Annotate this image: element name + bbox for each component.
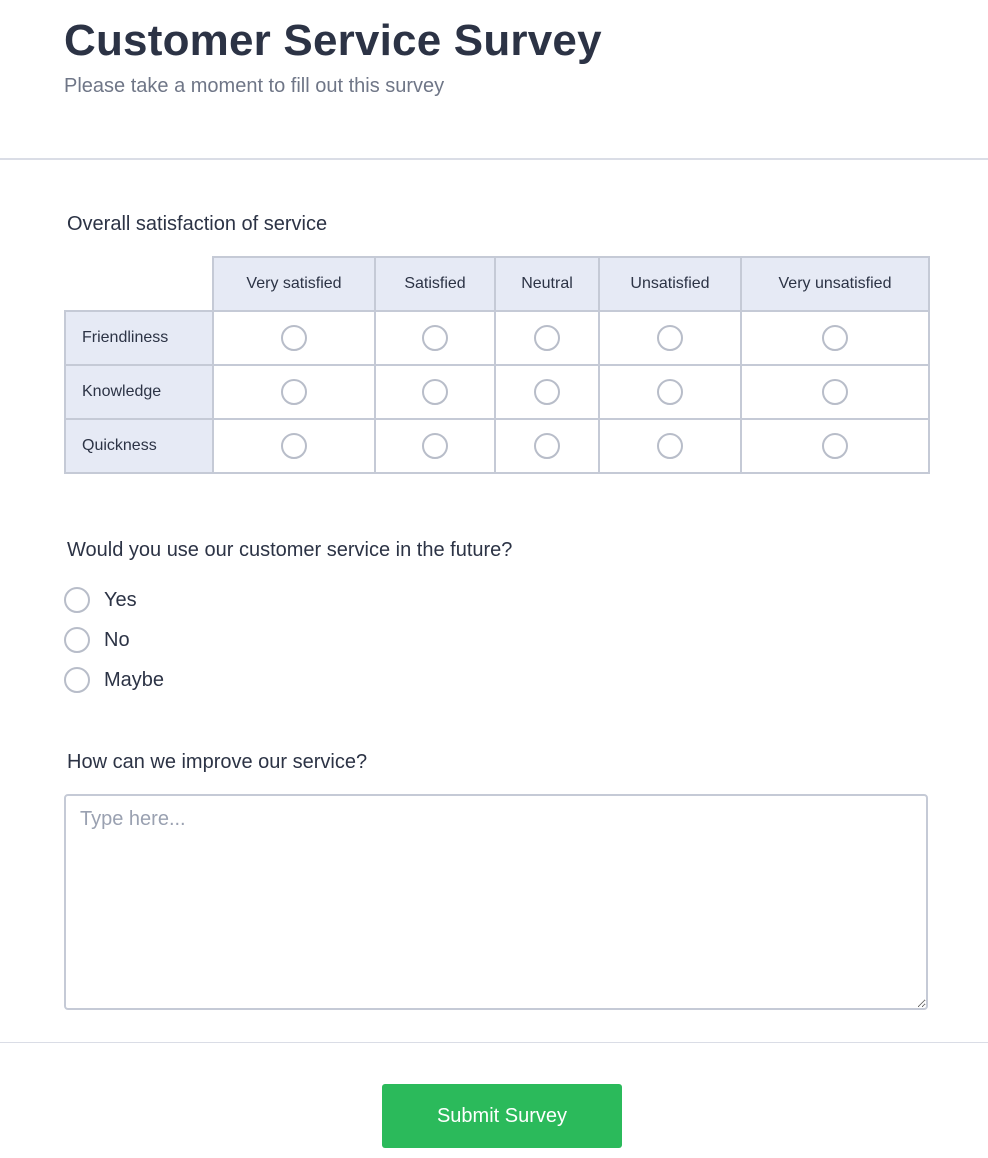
- matrix-row-quickness: [65, 419, 929, 473]
- no-radio[interactable]: [64, 627, 90, 653]
- matrix-header-row: [65, 257, 929, 311]
- friendliness-very-satisfied-radio[interactable]: [281, 325, 307, 351]
- quickness-very-satisfied-radio[interactable]: [281, 433, 307, 459]
- matrix-table: [64, 256, 930, 474]
- matrix-cell: [213, 311, 375, 365]
- improve-question-label: How can we improve our service?: [67, 751, 368, 773]
- quickness-neutral-radio[interactable]: [534, 433, 560, 459]
- quickness-satisfied-radio[interactable]: [422, 433, 448, 459]
- option-label: Yes: [104, 588, 137, 611]
- matrix-column-header: Very unsatisfied: [741, 257, 929, 311]
- header-divider: [0, 158, 988, 160]
- matrix-cell: [213, 419, 375, 473]
- matrix-column-header: Unsatisfied: [599, 257, 741, 311]
- matrix-cell: [599, 365, 741, 419]
- option-label: Maybe: [104, 668, 165, 691]
- option-label: No: [104, 628, 130, 651]
- matrix-row-label: Quickness: [65, 419, 213, 473]
- submit-survey-button[interactable]: Submit Survey: [382, 1084, 622, 1148]
- quickness-unsatisfied-radio[interactable]: [657, 433, 683, 459]
- improve-textarea[interactable]: [64, 794, 928, 1010]
- maybe-radio[interactable]: [64, 667, 90, 693]
- friendliness-very-unsatisfied-radio[interactable]: [822, 325, 848, 351]
- matrix-cell: [375, 419, 495, 473]
- matrix-row-knowledge: [65, 365, 929, 419]
- friendliness-satisfied-radio[interactable]: [422, 325, 448, 351]
- survey-header: [64, 14, 602, 98]
- matrix-cell: [495, 365, 599, 419]
- satisfaction-matrix: [64, 256, 928, 473]
- page-title: Customer Service Survey: [64, 16, 602, 65]
- quickness-very-unsatisfied-radio[interactable]: [822, 433, 848, 459]
- matrix-corner: [65, 257, 213, 311]
- knowledge-neutral-radio[interactable]: [534, 379, 560, 405]
- knowledge-satisfied-radio[interactable]: [422, 379, 448, 405]
- friendliness-unsatisfied-radio[interactable]: [657, 325, 683, 351]
- matrix-column-header: Satisfied: [375, 257, 495, 311]
- footer-divider: [0, 1042, 988, 1043]
- future-question-label: Would you use our customer service in the future?: [67, 539, 513, 561]
- matrix-row-label: Knowledge: [65, 365, 213, 419]
- matrix-cell: [599, 419, 741, 473]
- option-yes[interactable]: [64, 580, 164, 620]
- matrix-question-label: Overall satisfaction of service: [67, 213, 328, 235]
- matrix-cell: [213, 365, 375, 419]
- matrix-cell: [741, 311, 929, 365]
- matrix-cell: [375, 311, 495, 365]
- matrix-cell: [599, 311, 741, 365]
- matrix-cell: [495, 311, 599, 365]
- matrix-cell: [741, 419, 929, 473]
- option-no[interactable]: [64, 620, 164, 660]
- matrix-column-header: Very satisfied: [213, 257, 375, 311]
- future-options: [64, 580, 164, 700]
- page-subtitle: Please take a moment to fill out this survey: [64, 75, 445, 97]
- matrix-row-label: Friendliness: [65, 311, 213, 365]
- matrix-cell: [741, 365, 929, 419]
- friendliness-neutral-radio[interactable]: [534, 325, 560, 351]
- knowledge-very-unsatisfied-radio[interactable]: [822, 379, 848, 405]
- matrix-row-friendliness: [65, 311, 929, 365]
- matrix-cell: [375, 365, 495, 419]
- matrix-cell: [495, 419, 599, 473]
- matrix-column-header: Neutral: [495, 257, 599, 311]
- knowledge-unsatisfied-radio[interactable]: [657, 379, 683, 405]
- knowledge-very-satisfied-radio[interactable]: [281, 379, 307, 405]
- option-maybe[interactable]: [64, 660, 164, 700]
- yes-radio[interactable]: [64, 587, 90, 613]
